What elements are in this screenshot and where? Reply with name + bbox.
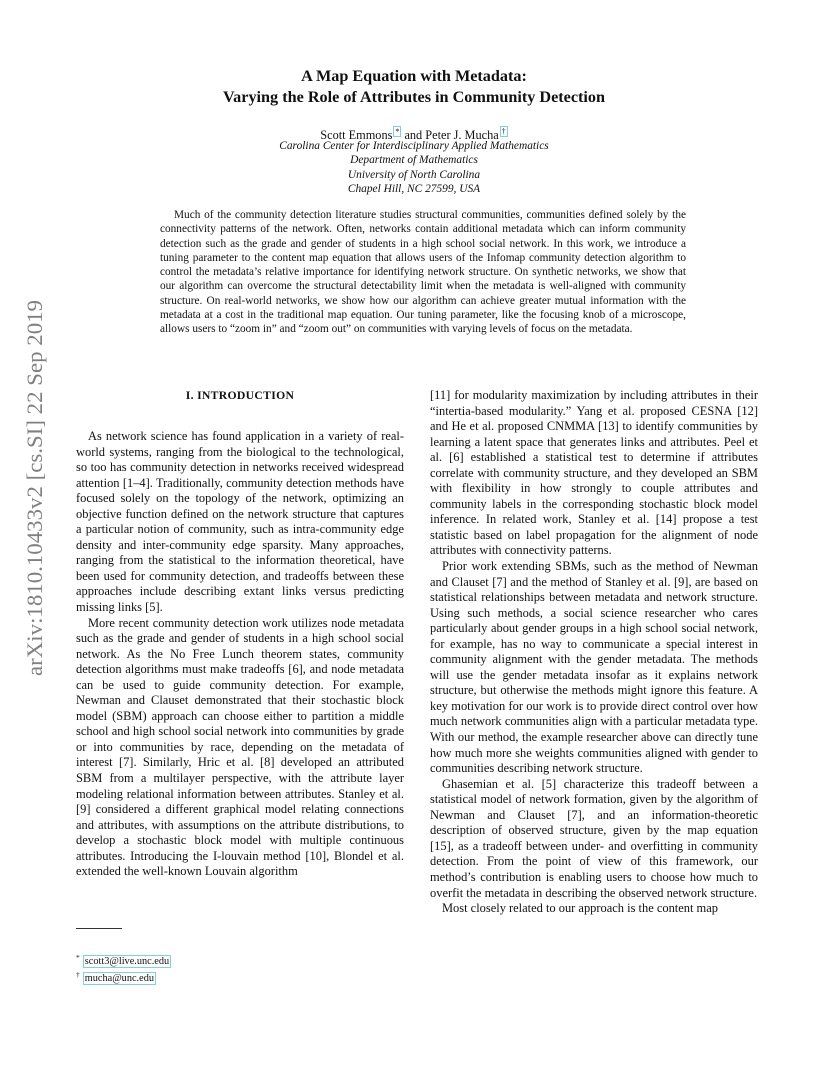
email-link[interactable]: scott3@live.unc.edu (84, 956, 170, 968)
affiliation-line: Carolina Center for Interdisciplinary Applied Mathematics (279, 140, 549, 152)
footnotes (76, 952, 171, 986)
arxiv-identifier (22, 300, 48, 676)
abstract-text: Much of the community detection literature studies structural communities, communities defined solely by the connectivity patterns of the network. Often, networks contain additional metadata which can inform community detection such as the grade and gender of students in a high school social network. In this work, we introduce a tuning parameter to the content map equation that allows users of the Infomap community detection algorithm to control the metadata’s relative importance for identifying network structure. On synthetic networks, we show that our algorithm can overcome the structural detectability limit when the metadata is well-aligned with community structure. On real-world networks, we show how our algorithm can achieve greater mutual information with the metadata at a cost in the traditional map equation. Our tuning parameter, like the focusing knob of a microscope, allows users to “zoom in” and “zoom out” on communities with varying levels of focus on the metadata. (160, 209, 686, 335)
paragraph: As network science has found application in a variety of real-world systems, ranging from the biological to the technological, so too has community detection in networks received widespread attention [1–4]. Traditionally, community detection methods have focused solely on the topology of the network, optimizing an objective function defined on the network structure that captures a particular notion of community, such as intra-community edge density and inter-community edge sparsity. Many approaches, ranging from the statistical to the information theoretical, have been used for community detection, and tradeoffs between these approaches include describing extant links versus predicting missing links [5]. (76, 429, 404, 615)
email-link[interactable]: mucha@unc.edu (84, 973, 154, 985)
paragraph: More recent community detection work utilizes node metadata such as the grade and gender of students in a high school social network. As the No Free Lunch theorem states, community detection algorithms must make tradeoffs [6], and node metadata can be used to guide community detection. For example, Newman and Clauset demonstrated that their stochastic block model (SBM) approach can choose either to partition a middle school and high school social network into communities by grade or into communities by race, depending on the metadata of interest [7]. Similarly, Hric et al. [8] developed an attributed SBM from a multilayer perspective, with the attribute layer modeling relational information between attributes. Stanley et al. [9] considered a different graphical model relating connections and attributes, with assumptions on the attribute distributions, to develop a stochastic block model with multiple continuous attributes. Introducing the I-louvain method [10], Blondel et al. extended the well-known Louvain algorithm (76, 615, 404, 879)
title-line-2: Varying the Role of Attributes in Community Detection (222, 88, 606, 106)
paragraph: Prior work extending SBMs, such as the method of Newman and Clauset [7] and the method of Stanley et al. [9], are based on statistical relationships between metadata and network structure. Using such methods, a social science researcher who cares particularly about gender groups in a high school social network, for example, has no way to communicate a special interest in community alignment with the gender metadata. The methods will use the gender metadata insofar as it explains network structure, but otherwise the methods might ignore this feature. A key motivation for our work is to provide direct control over how much network communities align with a particular metadata type. With our method, the example researcher above can directly tune how much more she weights communities aligned with gender to communities describing network structure. (430, 559, 758, 776)
arxiv-id-text: arXiv:1810.10433v2 [cs.SI] 22 Sep 2019 (22, 314, 47, 676)
right-column (430, 388, 758, 917)
paragraph: [11] for modularity maximization by including attributes in their “intertia-based modularity.” Yang et al. proposed CESNA [12] and He et al. proposed CNMMA [13] to identify communities by learning a latent space that generates links and attributes. Peel et al. [6] established a statistical test to determine if attributes correlate with community structure, and they developed an SBM with flexibility in how strongly to couple attributes and community labels in the corresponding stochastic block model inference. In related work, Stanley et al. [14] propose a test statistic based on label propagation for the alignment of node attributes with connectivity patterns. (430, 388, 758, 558)
footnote-rule (76, 928, 122, 929)
title-line-1: A Map Equation with Metadata: (301, 67, 527, 85)
affiliation-line: University of North Carolina (347, 168, 481, 181)
author-name: Scott Emmons (320, 128, 393, 143)
footnote-2 (76, 969, 171, 986)
author-name-2: and Peter J. Mucha (401, 128, 499, 143)
abstract (160, 208, 686, 336)
footnote-mark: * (76, 953, 80, 962)
left-column (76, 388, 404, 880)
affiliation-line: Chapel Hill, NC 27599, USA (347, 182, 481, 195)
footnote-1 (76, 952, 171, 969)
footnote-link-1[interactable]: * (395, 127, 400, 136)
affiliation-line: Department of Mathematics (350, 154, 478, 167)
footnote-link-2[interactable]: † (501, 127, 506, 136)
section-heading: I. INTRODUCTION (185, 389, 295, 402)
paragraph: Ghasemian et al. [5] characterize this tradeoff between a statistical model of network formation, given by the algorithm of Newman and Clauset [7], and an information-theoretic description of observed structure, given by the map equation [15], as a tradeoff between under- and overfitting in community detection. From the point of view of this framework, our method’s contribution is enabling users to choose how much to overfit the metadata in describing the observed network structure. (430, 776, 758, 900)
paragraph: Most closely related to our approach is the content map (442, 901, 718, 916)
footnote-mark: † (76, 969, 80, 979)
affiliation (0, 139, 828, 196)
paper-title (0, 66, 828, 108)
